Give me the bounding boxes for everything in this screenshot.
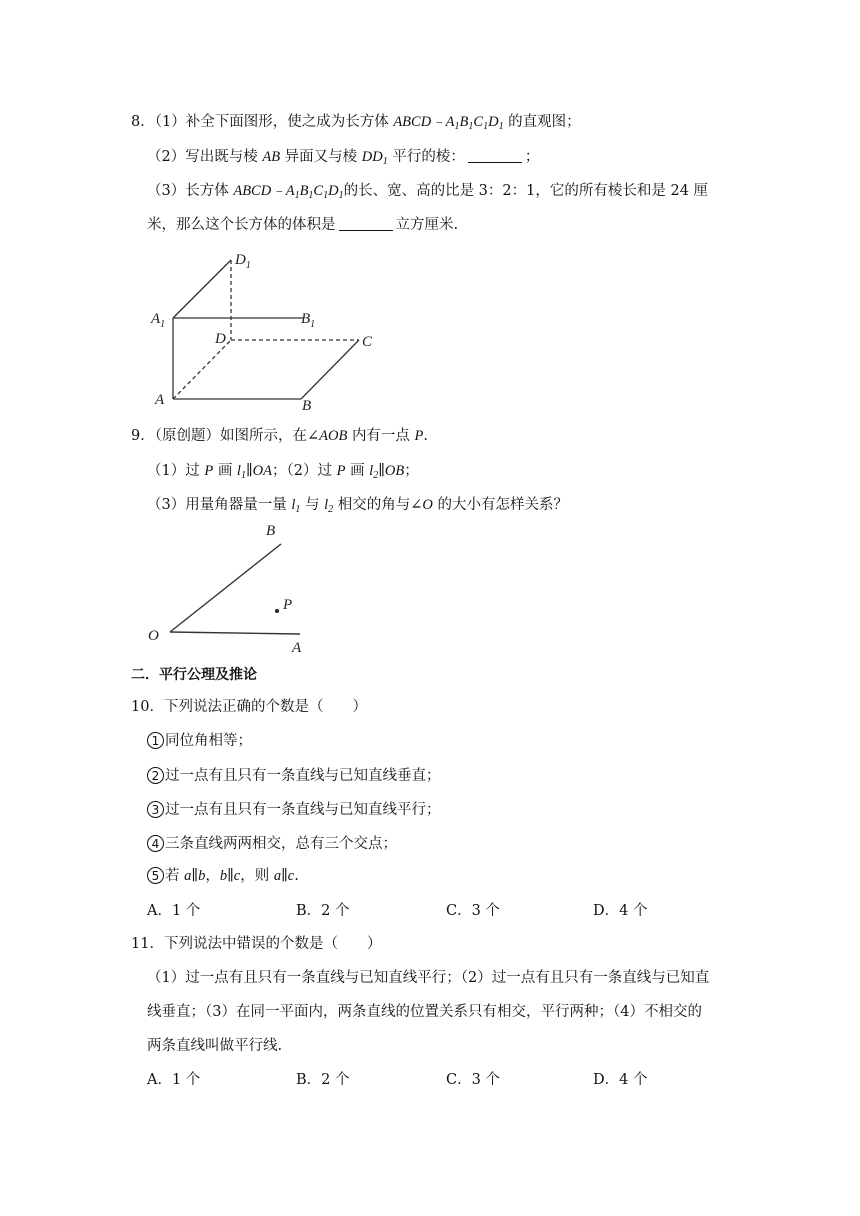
cuboid-figure: [145, 244, 385, 416]
var-b: b: [219, 868, 228, 884]
label-o: O: [148, 628, 159, 644]
point-p: P: [204, 463, 214, 479]
q10-item-2: [147, 766, 441, 786]
point-p: P: [414, 428, 424, 444]
q8-p2-post: 平行的棱：: [392, 149, 465, 165]
edge-a-d-hidden: [173, 340, 231, 399]
q10-item-text: 同位角相等；: [165, 733, 252, 749]
answer-blank[interactable]: [339, 216, 393, 231]
q11-line2: 线垂直；（3）在同一平面内，两条直线的位置关系只有相交，平行两种；（4）不相交的: [147, 1004, 702, 1020]
q9-p3-end: 的大小有怎样关系？: [437, 497, 568, 513]
q11-number: 11．: [131, 936, 164, 952]
var-c: c: [233, 868, 241, 884]
q8-p1-end: 的直观图；: [508, 114, 581, 130]
label-c: C: [362, 334, 373, 350]
comma: ，: [205, 868, 220, 884]
q11-option-c[interactable]: C．3 个: [446, 1072, 500, 1088]
q8-p2-mid: 异面又与棱: [284, 149, 358, 165]
q10-option-b[interactable]: B．2 个: [296, 903, 350, 919]
q10-item-5: [147, 866, 299, 886]
label-a: A: [155, 392, 165, 408]
q9-p2: ；（2）过: [272, 463, 332, 479]
q8-line3: [147, 181, 708, 206]
q10-stem: [131, 697, 367, 717]
ray-oa: [170, 632, 300, 634]
q8-p3-text: （3）长方体: [147, 183, 229, 199]
q9-p1: （1）过: [147, 463, 200, 479]
q11-option-d[interactable]: D．4 个: [593, 1072, 648, 1088]
label-b1: $B_1$: [301, 311, 316, 330]
q8-number: 8．: [131, 114, 155, 130]
q10-stem-text: 下列说法正确的个数是（ ）: [163, 699, 367, 715]
var-b: b: [198, 868, 206, 884]
q8-p3-mid: 的长、宽、高的比是 3：2：1，它的所有棱长和是 24 厘: [343, 183, 709, 199]
q9-p2-draw: 画: [350, 463, 365, 479]
q9-intro: （原创题）如图所示，在∠: [154, 428, 320, 444]
label-b: B: [266, 523, 276, 539]
q10-item-4: [147, 834, 397, 854]
line-l1: $l_1$: [236, 463, 246, 481]
period: .: [294, 868, 299, 884]
line-l2: $l_2$: [324, 497, 334, 515]
point-p: P: [336, 463, 346, 479]
q9-line2: [147, 461, 419, 486]
cuboid-name: $ABCD﹣A_1B_1C_1D_1$: [393, 114, 504, 132]
parallel-symbol: ∥: [378, 463, 385, 479]
q8-p2-text: （2）写出既与棱: [147, 149, 258, 165]
label-d: D: [215, 331, 226, 347]
q9-intro-mid: 内有一点: [351, 428, 410, 444]
q10-option-a[interactable]: A．1 个: [147, 903, 201, 919]
circled-number: 1: [147, 732, 164, 749]
q9-line1: [131, 426, 428, 446]
expr-a-par-b: a: [184, 868, 192, 884]
line-l2: $l_2$: [369, 463, 379, 481]
q10-number: 10．: [131, 699, 164, 715]
point-p-dot: [275, 609, 279, 613]
angle-figure: [140, 518, 320, 658]
q10-item-text: 过一点有且只有一条直线与已知直线垂直；: [165, 768, 441, 784]
q9-intro-end: .: [423, 428, 429, 444]
edge-a1-d1: [173, 260, 231, 318]
parallel-symbol: ∥: [245, 463, 253, 479]
q11-stem-text: 下列说法中错误的个数是（ ）: [163, 936, 382, 952]
angle-o: O: [422, 497, 433, 513]
q9-p3-mid: 相交的角与∠: [337, 497, 423, 513]
q8-p2-end: ；: [524, 149, 540, 165]
q8-p3-line2-end: 立方厘米.: [395, 217, 459, 233]
line-l1: $l_1$: [291, 497, 301, 515]
circled-number: 5: [147, 867, 164, 884]
q10-option-c[interactable]: C．3 个: [446, 903, 500, 919]
circled-number: 3: [147, 801, 164, 818]
parallel-symbol: ∥: [227, 868, 234, 884]
var-c: c: [287, 868, 295, 884]
edge-ab: AB: [262, 149, 281, 165]
q9-line3: [147, 495, 568, 520]
section-title: 二．平行公理及推论: [131, 667, 257, 683]
q9-p3: （3）用量角器量一量: [147, 497, 287, 513]
q10-item-text: 过一点有且只有一条直线与已知直线平行；: [165, 802, 441, 818]
circled-number: 4: [147, 835, 164, 852]
label-a: A: [292, 640, 302, 656]
q8-line1: [131, 112, 581, 137]
q9-p3-and: 与: [304, 497, 320, 513]
q11-line1: （1）过一点有且只有一条直线与已知直线平行；（2）过一点有且只有一条直线与已知直: [147, 970, 710, 986]
q11-option-b[interactable]: B．2 个: [296, 1072, 350, 1088]
cuboid-name-2: $ABCD﹣A_1B_1C_1D_1$: [233, 183, 344, 201]
q11-option-a[interactable]: A．1 个: [147, 1072, 201, 1088]
edge-dd1: $DD_1$: [361, 149, 388, 167]
label-d1: $D_1$: [235, 252, 251, 271]
q10-item5-then: ，则: [240, 868, 270, 884]
q10-item-text: 三条直线两两相交，总有三个交点；: [165, 836, 397, 852]
q11-stem: [131, 934, 381, 954]
q10-option-d[interactable]: D．4 个: [593, 903, 648, 919]
q8-line4: [147, 215, 458, 235]
q10-item-1: [147, 731, 252, 751]
circled-number: 2: [147, 767, 164, 784]
label-a1: $A_1$: [151, 311, 166, 330]
ray-ob: OB: [384, 463, 405, 479]
label-b: B: [302, 398, 312, 414]
parallel-symbol: ∥: [281, 868, 288, 884]
angle-aob: AOB: [319, 428, 348, 444]
label-p: P: [283, 597, 293, 613]
q10-item5-if: 若: [165, 868, 180, 884]
q9-number: 9．: [131, 428, 155, 444]
parallel-symbol: ∥: [191, 868, 199, 884]
q9-p2-end: ；: [404, 463, 419, 479]
ray-ob: [170, 544, 281, 632]
var-a: a: [273, 868, 282, 884]
q9-p1-draw: 画: [217, 463, 233, 479]
q11-line3: 两条直线叫做平行线.: [147, 1038, 283, 1054]
edge-b-c: [301, 340, 359, 399]
ray-oa: OA: [252, 463, 272, 479]
q8-line2: [147, 147, 539, 172]
q8-p1-text: （1）补全下面图形，使之成为长方体: [154, 114, 389, 130]
q10-item-3: [147, 800, 441, 820]
answer-blank[interactable]: [468, 148, 522, 163]
q8-p3-line2: 米，那么这个长方体的体积是: [147, 217, 336, 233]
